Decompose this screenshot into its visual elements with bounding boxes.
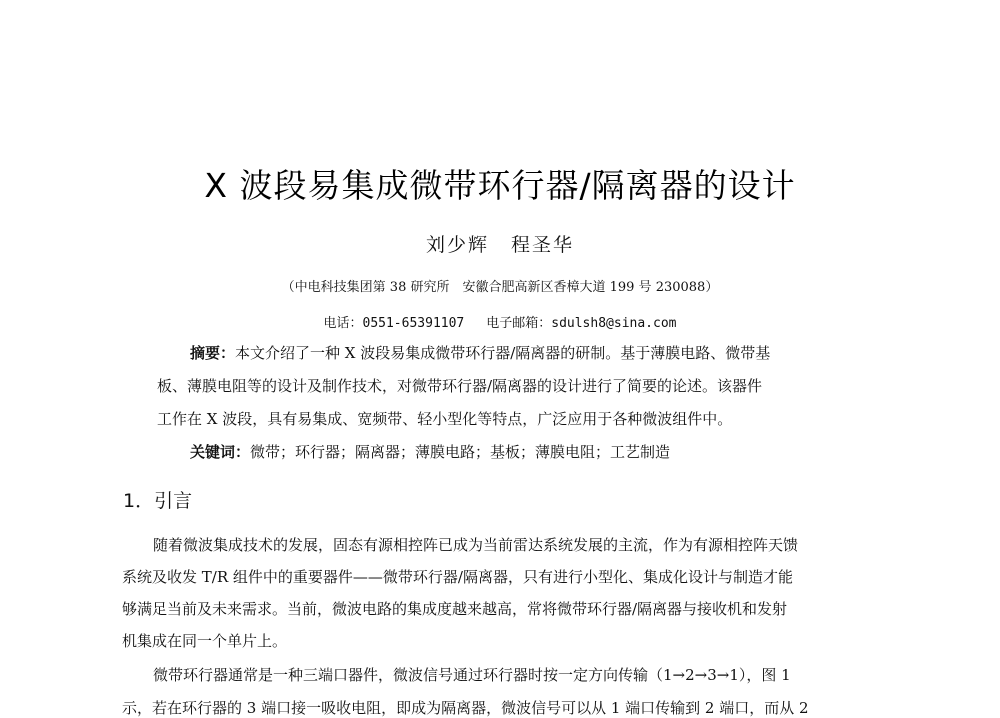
section-heading: 1．引言 <box>123 490 193 512</box>
keywords-label: 关键词： <box>190 443 251 461</box>
email: 电子邮箱：sdulsh8@sina.com <box>486 316 677 331</box>
abstract-line-3: 工作在 X 波段，具有易集成、宽频带、轻小型化等特点，广泛应用于各种微波组件中。 <box>157 410 733 428</box>
paper-title: X 波段易集成微带环行器/隔离器的设计 <box>204 166 796 205</box>
abstract-text-1: 本文介绍了一种 X 波段易集成微带环行器/隔离器的研制。基于薄膜电路、微带基 <box>235 344 771 362</box>
keywords-text: 微带；环行器；隔离器；薄膜电路；基板；薄膜电阻；工艺制造 <box>250 443 671 461</box>
body-line-1: 随着微波集成技术的发展，固态有源相控阵已成为当前雷达系统发展的主流，作为有源相控阵天馈 <box>153 536 799 554</box>
body-line-3: 够满足当前及未来需求。当前，微波电路的集成度越来越高，常将微带环行器/隔离器与接收机和发射 <box>122 600 788 618</box>
phone: 电话：0551-65391107 <box>323 316 465 331</box>
contact-info <box>0 312 1000 331</box>
body-line-6: 示，若在环行器的 3 端口接一吸收电阻，即成为隔离器，微波信号可以从 1 端口传输到 2 端口，而从 2 <box>122 699 809 717</box>
body-line-2: 系统及收发 T/R 组件中的重要器件——微带环行器/隔离器，只有进行小型化、集成化设计与制造才能 <box>122 568 793 586</box>
abstract-label: 摘要： <box>190 344 236 362</box>
body-line-5: 微带环行器通常是一种三端口器件，微波信号通过环行器时按一定方向传输（1→2→3→1），图 1 <box>153 666 791 684</box>
affiliation: （中电科技集团第 38 研究所 安徽合肥高新区香樟大道 199 号 230088） <box>281 280 719 295</box>
body-line-4: 机集成在同一个单片上。 <box>122 632 288 650</box>
authors: 刘少辉 程圣华 <box>425 234 575 256</box>
keywords-line <box>190 436 670 469</box>
abstract-line-2: 板、薄膜电阻等的设计及制作技术，对微带环行器/隔离器的设计进行了简要的论述。该器件 <box>157 377 763 395</box>
abstract-line-1 <box>190 337 770 370</box>
